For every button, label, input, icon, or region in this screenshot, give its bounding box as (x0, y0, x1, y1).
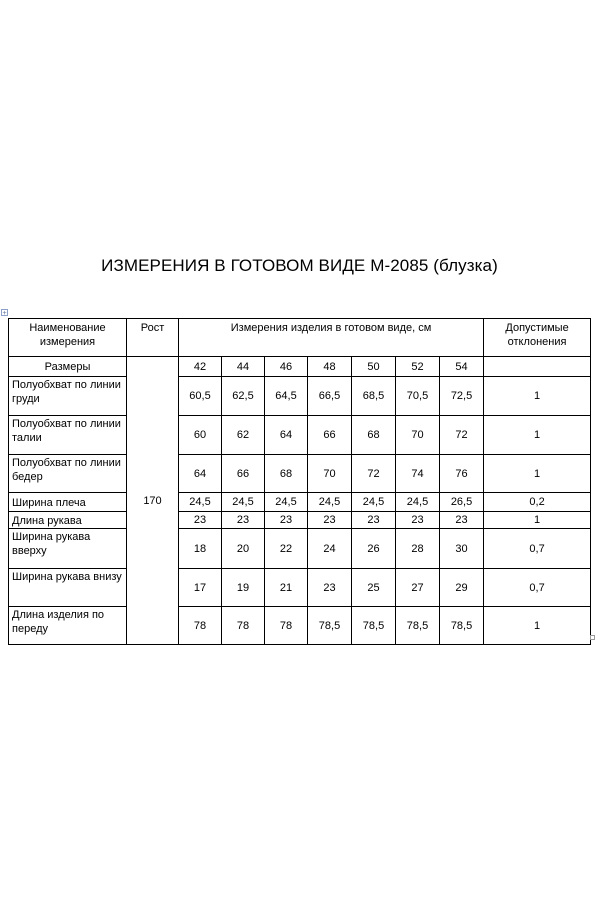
measurement-value-cell: 72 (352, 455, 396, 493)
measurement-value-cell: 70,5 (396, 377, 440, 416)
measurement-value-cell: 70 (308, 455, 352, 493)
measurement-value-cell: 23 (352, 512, 396, 529)
size-cell: 52 (396, 357, 440, 377)
measurement-value-cell: 76 (440, 455, 484, 493)
measurement-value-cell: 23 (396, 512, 440, 529)
measurement-value-cell: 24,5 (352, 493, 396, 512)
measurement-name-cell: Полуобхват по линии груди (9, 377, 127, 416)
tolerance-cell: 1 (484, 512, 591, 529)
measurement-value-cell: 24,5 (222, 493, 265, 512)
sizes-row (9, 357, 591, 377)
measurement-value-cell: 64 (179, 455, 222, 493)
table-row (9, 607, 591, 645)
measurement-value-cell: 78 (179, 607, 222, 645)
table-row (9, 512, 591, 529)
table-move-handle-icon[interactable]: + (2, 310, 7, 317)
table-end-marker (590, 635, 595, 640)
tolerance-empty-cell (484, 357, 591, 377)
measurement-value-cell: 30 (440, 529, 484, 569)
measurement-value-cell: 78,5 (352, 607, 396, 645)
tolerance-cell: 0,7 (484, 529, 591, 569)
table-row (9, 569, 591, 607)
tolerance-cell: 1 (484, 607, 591, 645)
table-row (9, 529, 591, 569)
measurement-value-cell: 26 (352, 529, 396, 569)
measurement-value-cell: 26,5 (440, 493, 484, 512)
measurement-value-cell: 25 (352, 569, 396, 607)
measurement-value-cell: 23 (265, 512, 308, 529)
height-value-cell: 170 (127, 357, 179, 645)
measurement-value-cell: 72,5 (440, 377, 484, 416)
tolerance-cell: 1 (484, 377, 591, 416)
tolerance-cell: 0,7 (484, 569, 591, 607)
measurement-value-cell: 23 (179, 512, 222, 529)
measurement-value-cell: 70 (396, 416, 440, 455)
measurement-value-cell: 19 (222, 569, 265, 607)
table-row (9, 493, 591, 512)
table-row (9, 416, 591, 455)
measurement-value-cell: 29 (440, 569, 484, 607)
table-row (9, 455, 591, 493)
measurement-value-cell: 78,5 (308, 607, 352, 645)
measurement-name-cell: Ширина рукава вверху (9, 529, 127, 569)
measurement-value-cell: 78,5 (440, 607, 484, 645)
measurement-value-cell: 23 (308, 569, 352, 607)
measurement-value-cell: 68 (265, 455, 308, 493)
table-row (9, 377, 591, 416)
measurement-value-cell: 64,5 (265, 377, 308, 416)
header-measurements-cell: Измерения изделия в готовом виде, см (179, 319, 484, 357)
measurement-value-cell: 78 (222, 607, 265, 645)
measurement-value-cell: 27 (396, 569, 440, 607)
measurement-value-cell: 24 (308, 529, 352, 569)
measurement-value-cell: 62 (222, 416, 265, 455)
measurement-value-cell: 22 (265, 529, 308, 569)
header-row (9, 319, 591, 357)
size-cell: 42 (179, 357, 222, 377)
measurement-value-cell: 18 (179, 529, 222, 569)
measurement-name-cell: Ширина плеча (9, 493, 127, 512)
header-height-cell: Рост (127, 319, 179, 357)
measurement-value-cell: 74 (396, 455, 440, 493)
measurement-value-cell: 28 (396, 529, 440, 569)
tolerance-cell: 0,2 (484, 493, 591, 512)
measurement-value-cell: 66,5 (308, 377, 352, 416)
measurement-value-cell: 78 (265, 607, 308, 645)
measurement-value-cell: 23 (440, 512, 484, 529)
measurement-value-cell: 24,5 (308, 493, 352, 512)
measurement-name-cell: Полуобхват по линии талии (9, 416, 127, 455)
measurement-name-cell: Длина изделия по переду (9, 607, 127, 645)
measurement-value-cell: 66 (308, 416, 352, 455)
measurement-value-cell: 24,5 (396, 493, 440, 512)
measurement-value-cell: 78,5 (396, 607, 440, 645)
header-tolerance-cell: Допустимые отклонения (484, 319, 591, 357)
size-cell: 44 (222, 357, 265, 377)
size-cell: 48 (308, 357, 352, 377)
measurement-value-cell: 62,5 (222, 377, 265, 416)
measurement-value-cell: 66 (222, 455, 265, 493)
measurement-value-cell: 20 (222, 529, 265, 569)
measurement-value-cell: 60,5 (179, 377, 222, 416)
measurement-value-cell: 72 (440, 416, 484, 455)
measurement-value-cell: 17 (179, 569, 222, 607)
measurement-value-cell: 24,5 (179, 493, 222, 512)
header-name-cell: Наименование измерения (9, 319, 127, 357)
measurement-name-cell: Ширина рукава внизу (9, 569, 127, 607)
measurement-value-cell: 68,5 (352, 377, 396, 416)
measurement-name-cell: Длина рукава (9, 512, 127, 529)
measurement-value-cell: 23 (308, 512, 352, 529)
measurement-value-cell: 23 (222, 512, 265, 529)
measurement-value-cell: 24,5 (265, 493, 308, 512)
measurement-name-cell: Полуобхват по линии бедер (9, 455, 127, 493)
measurement-value-cell: 60 (179, 416, 222, 455)
measurement-value-cell: 68 (352, 416, 396, 455)
sizes-label-cell: Размеры (9, 357, 127, 377)
tolerance-cell: 1 (484, 455, 591, 493)
page-title: ИЗМЕРЕНИЯ В ГОТОВОМ ВИДЕ М-2085 (блузка) (101, 256, 498, 275)
measurement-value-cell: 64 (265, 416, 308, 455)
size-cell: 54 (440, 357, 484, 377)
size-cell: 46 (265, 357, 308, 377)
measurements-table (8, 318, 591, 645)
size-cell: 50 (352, 357, 396, 377)
tolerance-cell: 1 (484, 416, 591, 455)
measurement-value-cell: 21 (265, 569, 308, 607)
